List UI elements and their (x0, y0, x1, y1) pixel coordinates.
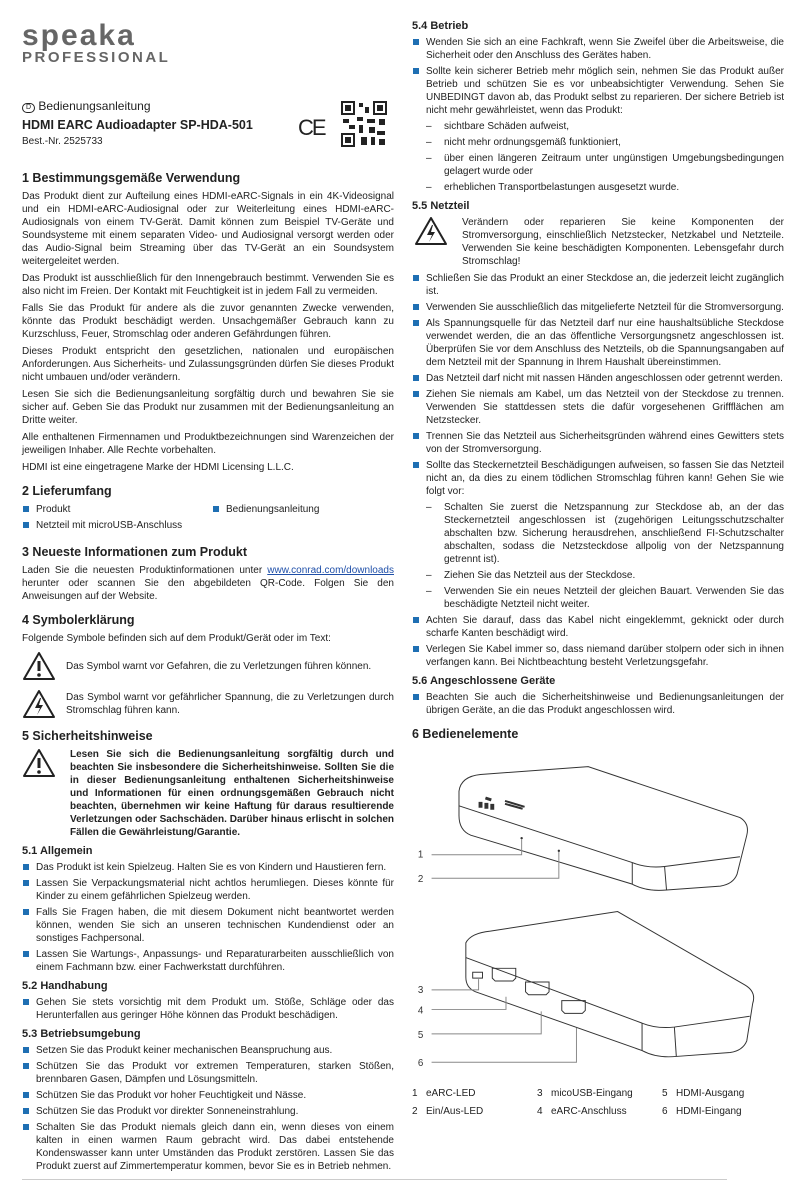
subsection-heading: 5.5 Netzteil (412, 200, 470, 212)
callout-3: 3 (417, 984, 424, 996)
sub-item: – erheblichen Transportbelastungen ausgesetzt wurde. (412, 181, 784, 194)
legend-item (662, 1105, 787, 1118)
sub-item: – über einen längeren Zeitraum unter ungünstigen Umgebungsbedingungen gelagert wurde oder (412, 152, 784, 178)
list-item: Lassen Sie Verpackungsmaterial nicht achtlos herumliegen. Dieses könnte für Kinder zu einem gefährlichen Spielzeug werden. (22, 877, 394, 903)
section-heading: 1 Bestimmungsgemäße Verwendung (22, 171, 241, 185)
list-item: Schalten Sie das Produkt niemals gleich dann ein, wenn dieses von einem kalten in einen warmen Raum gebracht wird. Das dabei entstehende Kondenswasser kann unter Umständen das Produkt zerstören. Lassen Sie das Produkt zuerst auf Zimmertemperatur kommen, bevor Sie es in Betrieb nehmen. (22, 1121, 394, 1173)
section-latest-info (22, 545, 394, 603)
text: herunter oder scannen Sie den abgebildeten QR-Code. Folgen Sie den Anweisungen auf der Website. (22, 578, 394, 602)
callout-4: 4 (417, 1005, 424, 1017)
section-scope-of-delivery (22, 484, 394, 535)
paragraph: Lesen Sie sich die Bedienungsanleitung sorgfältig durch und bewahren Sie sie sicher auf. Geben Sie das Produkt nur zusammen mit der Bedienungsanleitung an Dritte weiter. (22, 389, 394, 426)
list-item: Ziehen Sie niemals am Kabel, um das Netzteil von der Steckdose zu trennen. Verwenden Sie stattdessen stets die dafür vorgesehenen Griffflächen am Netzstecker. (412, 388, 784, 427)
subsection-heading: 5.6 Angeschlossene Geräte (412, 675, 556, 687)
section-symbols (22, 613, 394, 719)
section-safety (22, 729, 394, 1173)
subsection-heading: 5.3 Betriebsumgebung (22, 1028, 141, 1040)
paragraph (22, 564, 394, 603)
power-led-icon (558, 850, 560, 852)
paragraph: Das Produkt dient zur Aufteilung eines HDMI-eARC-Signals in ein 4K-Videosignal und ein HDMI-eARC-Audiosignal oder zur Weiterleitung eines HDMI-eARC-Audiosignals von einem TV-Gerät. Damit können zum Beispiel TV-Geräte und Soundsysteme mit einem separaten Video- und Audiosignal versorgt werden oder das Audio-Signal beim Streaming über das TV-Gerät an ein Soundsystem weitergeleitet werden. (22, 191, 394, 267)
list-item: Schützen Sie das Produkt vor hoher Feuchtigkeit und Nässe. (22, 1089, 394, 1102)
legend-item (412, 1087, 537, 1100)
section-heading: 2 Lieferumfang (22, 484, 112, 498)
list-item: Beachten Sie auch die Sicherheitshinweise und Bedienungsanleitungen der übrigen Geräte, an die das Produkt angeschlossen wird. (412, 691, 784, 717)
list-item: Schließen Sie das Produkt an einer Steckdose an, die jederzeit leicht zugänglich ist. (412, 272, 784, 298)
list-item: Gehen Sie stets vorsichtig mit dem Produkt um. Stöße, Schläge oder das Herunterfallen aus geringer Höhe können das Produkt beschädigen. (22, 996, 394, 1022)
subsection-heading: 5.2 Handhabung (22, 980, 108, 992)
text: Sollte das Steckernetzteil Beschädigungen aufweisen, so fassen Sie das Netzteil nicht an, da dies zu einem tödlichen Stromschlag führen kann! Gehen Sie wie folgt vor: (426, 460, 784, 497)
left-column (22, 19, 394, 1176)
paragraph: HDMI ist eine eingetragene Marke der HDMI Licensing L.L.C. (22, 462, 294, 473)
list-item: Verlegen Sie Kabel immer so, dass niemand darüber stolpern oder sich in ihnen verfangen kann. Bei Nichtbeachtung besteht Verletzungsgefahr. (412, 643, 784, 669)
downloads-link[interactable]: www.conrad.com/downloads (267, 565, 394, 576)
section-connected-devices (412, 674, 784, 717)
order-number: Best.-Nr. 2525733 (22, 136, 103, 147)
list-item: Schützen Sie das Produkt vor extremen Temperaturen, starken Stößen, brennbaren Gasen, Dämpfen und Lösungsmitteln. (22, 1060, 394, 1086)
earc-led-icon (520, 837, 522, 839)
symbol-description: Das Symbol warnt vor gefährlicher Spannung, die zu Verletzungen durch Stromschlag führen kann. (66, 692, 394, 716)
qr-code-icon[interactable] (341, 101, 387, 147)
section-heading: 3 Neueste Informationen zum Produkt (22, 545, 248, 559)
legend-label: eARC-Anschluss (551, 1106, 627, 1117)
list-item: Trennen Sie das Netzteil aus Sicherheitsgründen während eines Gewitters stets von der Stromversorgung. (412, 430, 784, 456)
paragraph: Falls Sie das Produkt für andere als die zuvor genannten Zwecke verwenden, könnte das Produkt beschädigt werden. Unsachgemäßer Gebrauch kann zu Kurzschluss, Feuer, Stromschlag oder anderen Gefährdungen führen. (22, 303, 394, 340)
legend-number: 6 (662, 1106, 668, 1117)
device-illustration (412, 746, 784, 1081)
legend-number: 1 (412, 1088, 418, 1099)
ce-mark-icon: CE (298, 115, 325, 140)
callout-6: 6 (417, 1058, 424, 1070)
logo-speaka: speaka (22, 19, 136, 52)
sub-item: – Ziehen Sie das Netzteil aus der Steckdose. (412, 569, 784, 582)
product-title: HDMI EARC Audioadapter SP-HDA-501 (22, 118, 253, 132)
paragraph: Folgende Symbole befinden sich auf dem Produkt/Gerät oder im Text: (22, 633, 331, 644)
legend-number: 4 (537, 1106, 543, 1117)
section-intended-use (22, 171, 394, 474)
legend-label: HDMI-Ausgang (676, 1088, 745, 1099)
safety-warning: Lesen Sie sich die Bedienungsanleitung sorgfältig durch und beachten Sie insbesondere die Sicherheitshinweise. Sollten Sie die in dieser Bedienungsanleitung enthaltenen Sicherheitshinweise und Informationen für einen ordnungsgemäßen Gebrauch nicht beachten, übernehmen wir keine Haftung für daraus resultierende Verletzungen oder Sachschäden. Darüber hinaus erlischt in solchen Fällen die Gewährleistung/Garantie. (70, 749, 394, 838)
section-heading: 4 Symbolerklärung (22, 613, 135, 627)
electric-hazard-icon (414, 216, 448, 246)
list-item: Bedienungsanleitung (212, 503, 392, 516)
doc-type: Bedienungsanleitung (38, 99, 151, 113)
list-item: Netzteil mit microUSB-Anschluss (22, 519, 212, 532)
list-item: Verwenden Sie ausschließlich das mitgelieferte Netzteil für die Stromversorgung. (412, 301, 784, 314)
sub-item: – nicht mehr ordnungsgemäß funktioniert, (412, 136, 784, 149)
section-power-supply (412, 199, 784, 669)
list-item: Wenden Sie sich an eine Fachkraft, wenn Sie Zweifel über die Arbeitsweise, die Sicherheit oder den Anschluss des Gerätes haben. (412, 36, 784, 62)
legend-label: eARC-LED (426, 1088, 476, 1099)
section-operation (412, 19, 784, 194)
paragraph: Alle enthaltenen Firmennamen und Produktbezeichnungen sind Warenzeichen der jeweiligen Inhaber. Alle Rechte vorbehalten. (22, 432, 394, 456)
brand-logo (22, 19, 394, 66)
text: Sollte kein sicherer Betrieb mehr möglich sein, nehmen Sie das Produkt außer Betrieb und schützen Sie es vor unbeabsichtigter Verwendung. Sehen Sie UNBEDINGT davon ab, das Produkt selbst zu reparieren. Der sichere Betrieb ist nicht mehr gewährleistet, wenn das Produkt: (426, 66, 784, 116)
legend-number: 3 (537, 1088, 543, 1099)
logo-professional: PROFESSIONAL (22, 49, 171, 66)
list-item (412, 65, 784, 194)
sub-item: – sichtbare Schäden aufweist, (412, 120, 784, 133)
electric-hazard-icon (22, 689, 56, 719)
subsection-heading: 5.1 Allgemein (22, 845, 93, 857)
list-item: Setzen Sie das Produkt keiner mechanischen Beanspruchung aus. (22, 1044, 394, 1057)
legend-item (537, 1087, 662, 1100)
legend-label: micoUSB-Eingang (551, 1088, 633, 1099)
legend-item (537, 1105, 662, 1118)
section-controls (412, 727, 784, 1118)
legend-item (412, 1105, 537, 1118)
warning-triangle-icon (22, 748, 56, 778)
paragraph: Dieses Produkt entspricht den gesetzlichen, nationalen und europäischen Anforderungen. Aus Sicherheits- und Zulassungsgründen dürfen Sie dieses Produkt nicht umbauen und/oder verändern. (22, 346, 394, 383)
list-item: Lassen Sie Wartungs-, Anpassungs- und Reparaturarbeiten ausschließlich von einem Fachmann bzw. einer Fachwerkstatt durchführen. (22, 948, 394, 974)
symbol-description: Das Symbol warnt vor Gefahren, die zu Verletzungen führen können. (66, 660, 372, 672)
power-warning: Verändern oder reparieren Sie keine Komponenten der Stromversorgung, einschließlich Netzstecker, Netzkabel und Netzteile. Verwenden Sie keine beschädigten Komponenten. Lebensgefahr durch Stromschlag! (462, 217, 784, 267)
list-item: Das Produkt ist kein Spielzeug. Halten Sie es von Kindern und Haustieren fern. (22, 861, 394, 874)
callout-1: 1 (417, 849, 424, 861)
doc-header (22, 99, 394, 161)
callout-5: 5 (417, 1029, 424, 1041)
subsection-heading: 5.4 Betrieb (412, 20, 469, 32)
list-item: Achten Sie darauf, dass das Kabel nicht eingeklemmt, geknickt oder durch scharfe Kanten beschädigt wird. (412, 614, 784, 640)
right-column (412, 19, 784, 1118)
warning-triangle-icon (22, 651, 56, 681)
text: Laden Sie die neuesten Produktinformationen unter (22, 565, 268, 576)
section-heading: 5 Sicherheitshinweise (22, 729, 153, 743)
sub-item: – Verwenden Sie ein neues Netzteil der gleichen Bauart. Verwenden Sie das beschädigte Netzteil nicht weiter. (412, 585, 784, 611)
language-badge-icon: D (22, 103, 35, 113)
legend-number: 2 (412, 1106, 418, 1117)
list-item: Falls Sie Fragen haben, die mit diesem Dokument nicht beantwortet werden können, wenden Sie sich an unseren technischen Kundendienst oder an sonstiges Fachpersonal. (22, 906, 394, 945)
list-item: Produkt (22, 503, 212, 516)
list-item: Als Spannungsquelle für das Netzteil darf nur eine haushaltsübliche Steckdose verwendet werden, die an das öffentliche Versorgungsnetz angeschlossen ist. Überprüfen Sie vor dem Anschluss des Netzteils, ob die Spannungsangaben auf dem Netzteil mit der Spannung in Ihrem Haushalt übereinstimmen. (412, 317, 784, 369)
sub-item: – Schalten Sie zuerst die Netzspannung zur Steckdose ab, an der das Steckernetzteil angeschlossen ist (zugehörigen Leitungsschutzschalter abschalten bzw. Sicherung herausdrehen, anschließend FI-Schutzschalter abschalten, sodass die Netzsteckdose allpolig von der Netzspannung getrennt ist). (412, 501, 784, 566)
list-item: Das Netzteil darf nicht mit nassen Händen angeschlossen oder getrennt werden. (412, 372, 784, 385)
list-item: Schützen Sie das Produkt vor direkter Sonneneinstrahlung. (22, 1105, 394, 1118)
legend-number: 5 (662, 1088, 668, 1099)
legend-item (662, 1087, 787, 1100)
callout-2: 2 (417, 874, 424, 886)
paragraph: Das Produkt ist ausschließlich für den Innengebrauch bestimmt. Verwenden Sie es also nicht im Freien. Der Kontakt mit Feuchtigkeit ist in jedem Fall zu vermeiden. (22, 273, 394, 297)
legend-label: HDMI-Eingang (676, 1106, 742, 1117)
footer-rule (22, 1179, 727, 1180)
legend-label: Ein/Aus-LED (426, 1106, 484, 1117)
section-heading: 6 Bedienelemente (412, 727, 519, 741)
controls-legend (412, 1087, 784, 1118)
list-item (412, 459, 784, 611)
